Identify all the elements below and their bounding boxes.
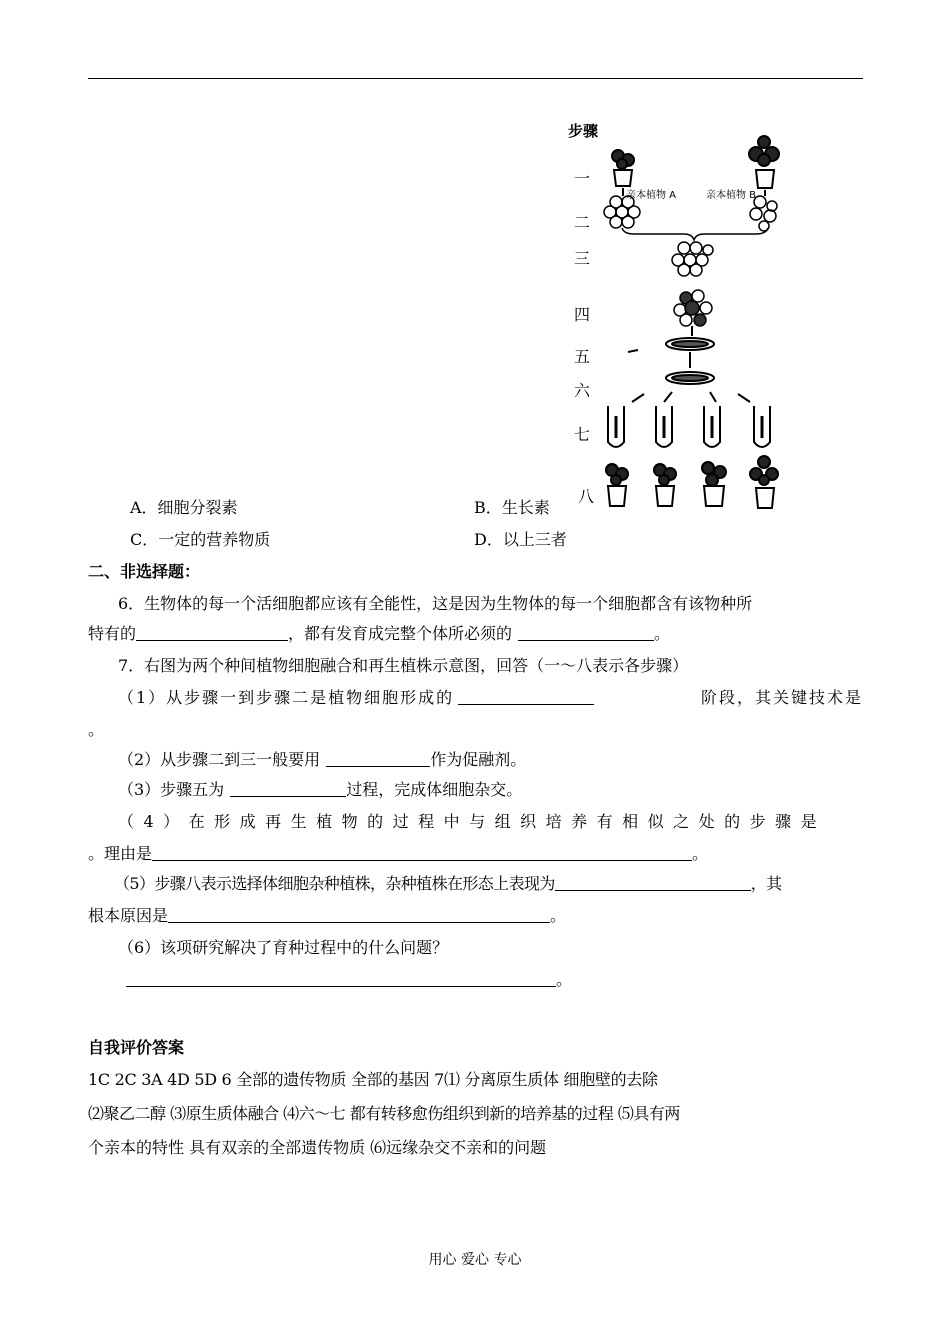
answers-line2: ⑵聚乙二醇 ⑶原生质体融合 ⑷六～七 都有转移愈伤组织到新的培养基的过程 ⑸具有两 — [88, 1104, 680, 1123]
answers-title: 自我评价答案 — [88, 1038, 185, 1057]
q7-part4-reason — [88, 844, 708, 864]
q7-p6-end: 。 — [556, 970, 573, 989]
q6-blank-1[interactable] — [136, 624, 288, 641]
q6-text-a: 特有的 — [88, 624, 137, 643]
step-label-4: 四 — [574, 305, 591, 324]
parent-b-label: 亲本植物 B — [706, 190, 757, 201]
q7-p3-text-b: 过程，完成体细胞杂交。 — [346, 780, 523, 799]
parent-plant-a-icon — [612, 150, 634, 186]
culture-dish-2-icon — [666, 372, 714, 384]
test-tube-1-icon — [608, 406, 624, 447]
step-label-5: 五 — [574, 347, 591, 366]
q7-part5 — [114, 874, 782, 894]
page-footer: 用心 爱心 专心 — [428, 1252, 522, 1268]
protoplast-cluster-icon — [672, 242, 713, 276]
q7-p6-blank[interactable] — [126, 970, 556, 987]
q7-p5-text-d: 。 — [550, 906, 567, 925]
q6-text-b: ，都有发育成完整个体所必须的 — [288, 624, 513, 643]
q6-text-c: 。 — [654, 624, 671, 643]
q7-part6: （6）该项研究解决了育种过程中的什么问题？ — [118, 938, 449, 957]
q7-p4-text-c: 。 — [692, 844, 709, 863]
q7-p2-text-b: 作为促融剂。 — [430, 750, 527, 769]
q7-p4-text-b: 。理由是 — [88, 844, 153, 863]
q7-p5-text-b: ，其 — [750, 874, 782, 893]
option-a: A．细胞分裂素 — [130, 498, 238, 517]
culture-dish-1-icon — [666, 338, 714, 350]
regenerated-plant-1-icon — [606, 464, 628, 506]
test-tube-3-icon — [704, 406, 720, 447]
q7-p5-blank-2[interactable] — [168, 906, 550, 923]
regenerated-plant-4-icon — [750, 456, 778, 508]
q7-p2-blank[interactable] — [326, 750, 430, 767]
q7-p1-blank[interactable] — [458, 688, 594, 705]
step-label-6: 六 — [574, 381, 591, 400]
q7-p1-text-a: （1）从步骤一到步骤二是植物细胞形成的 — [118, 688, 455, 707]
step-label-3: 三 — [574, 249, 591, 268]
cell-cluster-a-icon — [604, 196, 640, 228]
step-label-7: 七 — [574, 425, 591, 444]
q7-p4-blank[interactable] — [152, 844, 692, 861]
fused-cell-icon — [674, 290, 712, 326]
q7-p2-text-a: （2）从步骤二到三一般要用 — [118, 750, 321, 769]
q7-intro: 7．右图为两个种间植物细胞融合和再生植株示意图，回答（一～八表示各步骤） — [118, 656, 689, 675]
regenerated-plant-2-icon — [654, 464, 676, 506]
fusion-diagram-drawing — [560, 112, 800, 522]
figure-title: 步骤 — [568, 122, 599, 140]
q7-p1-text-b: 阶段，其关键技术是 — [700, 688, 863, 707]
q7-part1 — [118, 688, 863, 708]
q6-line1: 6．生物体的每一个活细胞都应该有全能性，这是因为生物体的每一个细胞都含有该物种所 — [118, 594, 753, 613]
cell-fusion-figure — [560, 112, 800, 522]
q7-p3-text-a: （3）步骤五为 — [118, 780, 225, 799]
regenerated-plant-3-icon — [702, 462, 726, 506]
parent-plant-b-icon — [749, 136, 779, 188]
q7-part4: （4）在形成再生植物的过程中与组织培养有相似之处的步骤是 — [118, 812, 827, 831]
q6-blank-2[interactable] — [518, 624, 654, 641]
option-d: D．以上三者 — [474, 530, 567, 549]
parent-a-label: 亲本植物 A — [626, 190, 677, 201]
q7-p3-blank[interactable] — [230, 780, 346, 797]
test-tube-4-icon — [754, 406, 770, 447]
q7-part6-answer — [126, 970, 572, 990]
q7-p1-end: 。 — [88, 720, 105, 739]
q6-line2 — [88, 624, 670, 644]
q7-p5-blank-1[interactable] — [555, 874, 751, 891]
step-label-2: 二 — [574, 213, 591, 232]
q7-part5-reason — [88, 906, 566, 926]
answers-line3: 个亲本的特性 具有双亲的全部遗传物质 ⑹远缘杂交不亲和的问题 — [88, 1138, 547, 1157]
test-tube-2-icon — [656, 406, 672, 447]
option-c: C．一定的营养物质 — [130, 530, 271, 549]
q7-p5-text-a: （5）步骤八表示选择体细胞杂种植株，杂种植株在形态上表现为 — [114, 874, 555, 893]
q7-p5-text-c: 根本原因是 — [88, 906, 169, 925]
step-label-8: 八 — [578, 487, 595, 506]
q7-part2 — [118, 750, 526, 770]
section2-title: 二、非选择题： — [88, 562, 201, 581]
header-rule — [88, 78, 863, 79]
option-b: B．生长素 — [474, 498, 550, 517]
cell-cluster-b-icon — [750, 196, 777, 231]
q7-part3 — [118, 780, 522, 800]
answers-line1: 1C 2C 3A 4D 5D 6 全部的遗传物质 全部的基因 7⑴ 分离原生质体 细胞壁的去除 — [88, 1070, 658, 1089]
step-label-1: 一 — [574, 169, 591, 188]
